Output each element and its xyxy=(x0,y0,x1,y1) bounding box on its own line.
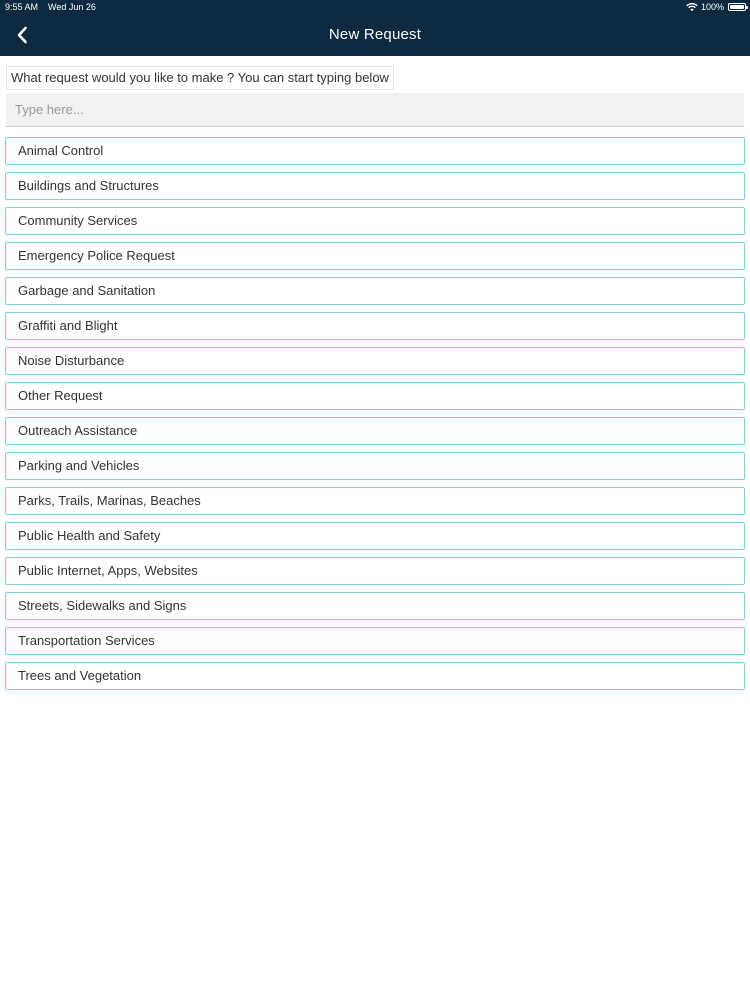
category-item-outreach-assistance[interactable]: Outreach Assistance xyxy=(5,417,745,445)
category-item-community-services[interactable]: Community Services xyxy=(5,207,745,235)
page-title: New Request xyxy=(328,26,422,43)
category-item-graffiti-blight[interactable]: Graffiti and Blight xyxy=(5,312,745,340)
category-item-trees-vegetation[interactable]: Trees and Vegetation xyxy=(5,662,745,690)
category-item-garbage-sanitation[interactable]: Garbage and Sanitation xyxy=(5,277,745,305)
category-item-other-request[interactable]: Other Request xyxy=(5,382,745,410)
status-right xyxy=(686,1,724,13)
status-time: 9:55 AM xyxy=(5,2,39,12)
category-item-parks-trails[interactable]: Parks, Trails, Marinas, Beaches xyxy=(5,487,745,515)
category-list xyxy=(5,137,745,697)
battery-percent: 100% xyxy=(700,2,724,12)
category-item-public-health-safety[interactable]: Public Health and Safety xyxy=(5,522,745,550)
category-item-public-internet[interactable]: Public Internet, Apps, Websites xyxy=(5,557,745,585)
search-input[interactable] xyxy=(6,93,744,127)
status-bar xyxy=(0,0,750,14)
battery-icon xyxy=(728,3,746,11)
category-item-noise-disturbance[interactable]: Noise Disturbance xyxy=(5,347,745,375)
category-item-emergency-police[interactable]: Emergency Police Request xyxy=(5,242,745,270)
category-item-animal-control[interactable]: Animal Control xyxy=(5,137,745,165)
category-item-parking-vehicles[interactable]: Parking and Vehicles xyxy=(5,452,745,480)
nav-header xyxy=(0,0,750,56)
category-item-streets-sidewalks[interactable]: Streets, Sidewalks and Signs xyxy=(5,592,745,620)
request-prompt: What request would you like to make ? You can start typing below xyxy=(6,66,394,90)
category-item-transportation-services[interactable]: Transportation Services xyxy=(5,627,745,655)
category-item-buildings-structures[interactable]: Buildings and Structures xyxy=(5,172,745,200)
status-date: Wed Jun 26 xyxy=(48,2,96,12)
wifi-icon xyxy=(686,2,698,12)
